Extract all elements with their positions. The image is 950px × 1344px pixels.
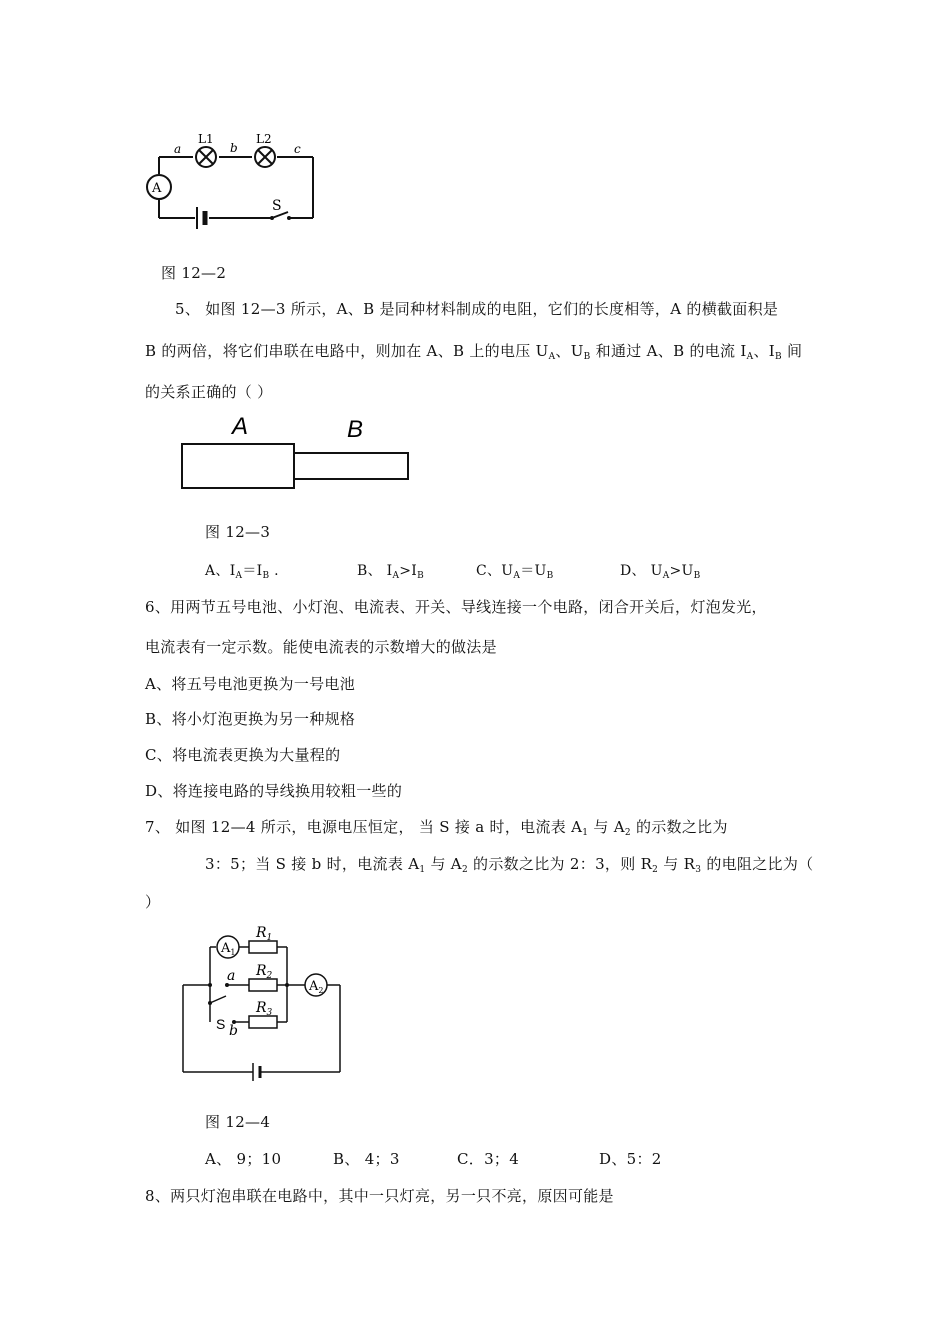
point-b-label: b bbox=[230, 141, 238, 155]
q6-option-a: A、将五号电池更换为一号电池 bbox=[145, 675, 356, 693]
q7-option-c: C．3；4 bbox=[457, 1150, 520, 1168]
resistor-r1-label: $R_1$ bbox=[256, 925, 273, 943]
contact-a-label: a bbox=[227, 968, 236, 984]
ammeter-a2-label: $A_2$ bbox=[309, 979, 324, 995]
switch-label: S bbox=[272, 198, 282, 214]
q5-option-b: B、 $I_A>I_B$ bbox=[357, 563, 425, 581]
q7-line-3: ） bbox=[145, 893, 161, 911]
q5-line-2: B 的两倍，将它们串联在电路中，则加在 A、B 上的电压 $U_A$、$U_B$ 和通过 A、B 的电流 $I_A$、$I_B$ 间 bbox=[145, 342, 803, 362]
ammeter-label: A bbox=[152, 181, 162, 196]
q7-option-d: D、5：2 bbox=[599, 1150, 662, 1168]
q7-option-a: A、 9；10 bbox=[205, 1150, 282, 1168]
q5-option-c: C、$U_A=U_B$ bbox=[476, 563, 554, 581]
q5-line-1: 5、 如图 12—3 所示，A、B 是同种材料制成的电阻，它们的长度相等，A 的横截面积是 bbox=[175, 300, 779, 318]
q6-option-b: B、将小灯泡更换为另一种规格 bbox=[145, 710, 356, 728]
q6-line-2: 电流表有一定示数。能使电流表的示数增大的做法是 bbox=[145, 638, 497, 656]
resistor-r2-label: $R_2$ bbox=[256, 963, 273, 981]
q8-line-1: 8、两只灯泡串联在电路中，其中一只灯亮，另一只不亮，原因可能是 bbox=[145, 1187, 614, 1205]
switch-s-label: S bbox=[216, 1016, 226, 1032]
q6-line-1: 6、用两节五号电池、小灯泡、电流表、开关、导线连接一个电路，闭合开关后，灯泡发光， bbox=[145, 598, 767, 616]
resistor-a-label: A bbox=[232, 413, 249, 440]
point-a-label: a bbox=[174, 142, 182, 156]
lamp-l2-label: L2 bbox=[256, 132, 272, 146]
ammeter-a1-label: $A_1$ bbox=[221, 941, 236, 957]
q7-option-b: B、 4；3 bbox=[333, 1150, 400, 1168]
figure-12-4-caption: 图 12—4 bbox=[205, 1113, 271, 1131]
q5-option-d: D、 $U_A>U_B$ bbox=[620, 563, 701, 581]
q6-option-c: C、将电流表更换为大量程的 bbox=[145, 746, 341, 764]
q7-line-2: 3：5；当 S 接 b 时，电流表 $A_1$ 与 $A_2$ 的示数之比为 2：3，则 $R_2$ 与 $R_3$ 的电阻之比为（ bbox=[205, 855, 814, 875]
figure-12-2-caption: 图 12—2 bbox=[161, 264, 227, 282]
figure-12-3-caption: 图 12—3 bbox=[205, 523, 271, 541]
contact-b-label: b bbox=[229, 1023, 238, 1039]
point-c-label: c bbox=[294, 142, 301, 156]
q7-line-1: 7、 如图 12—4 所示，电源电压恒定， 当 S 接 a 时，电流表 $A_1$ 与 $A_2$ 的示数之比为 bbox=[145, 818, 728, 838]
q5-line-3: 的关系正确的（ ） bbox=[145, 383, 273, 401]
q5-option-a: A、$I_A=I_B$ . bbox=[205, 563, 279, 581]
resistor-b-label: B bbox=[347, 416, 364, 443]
resistor-r3-label: $R_3$ bbox=[256, 1000, 273, 1018]
q6-option-d: D、将连接电路的导线换用较粗一些的 bbox=[145, 782, 403, 800]
lamp-l1-label: L1 bbox=[198, 132, 214, 146]
